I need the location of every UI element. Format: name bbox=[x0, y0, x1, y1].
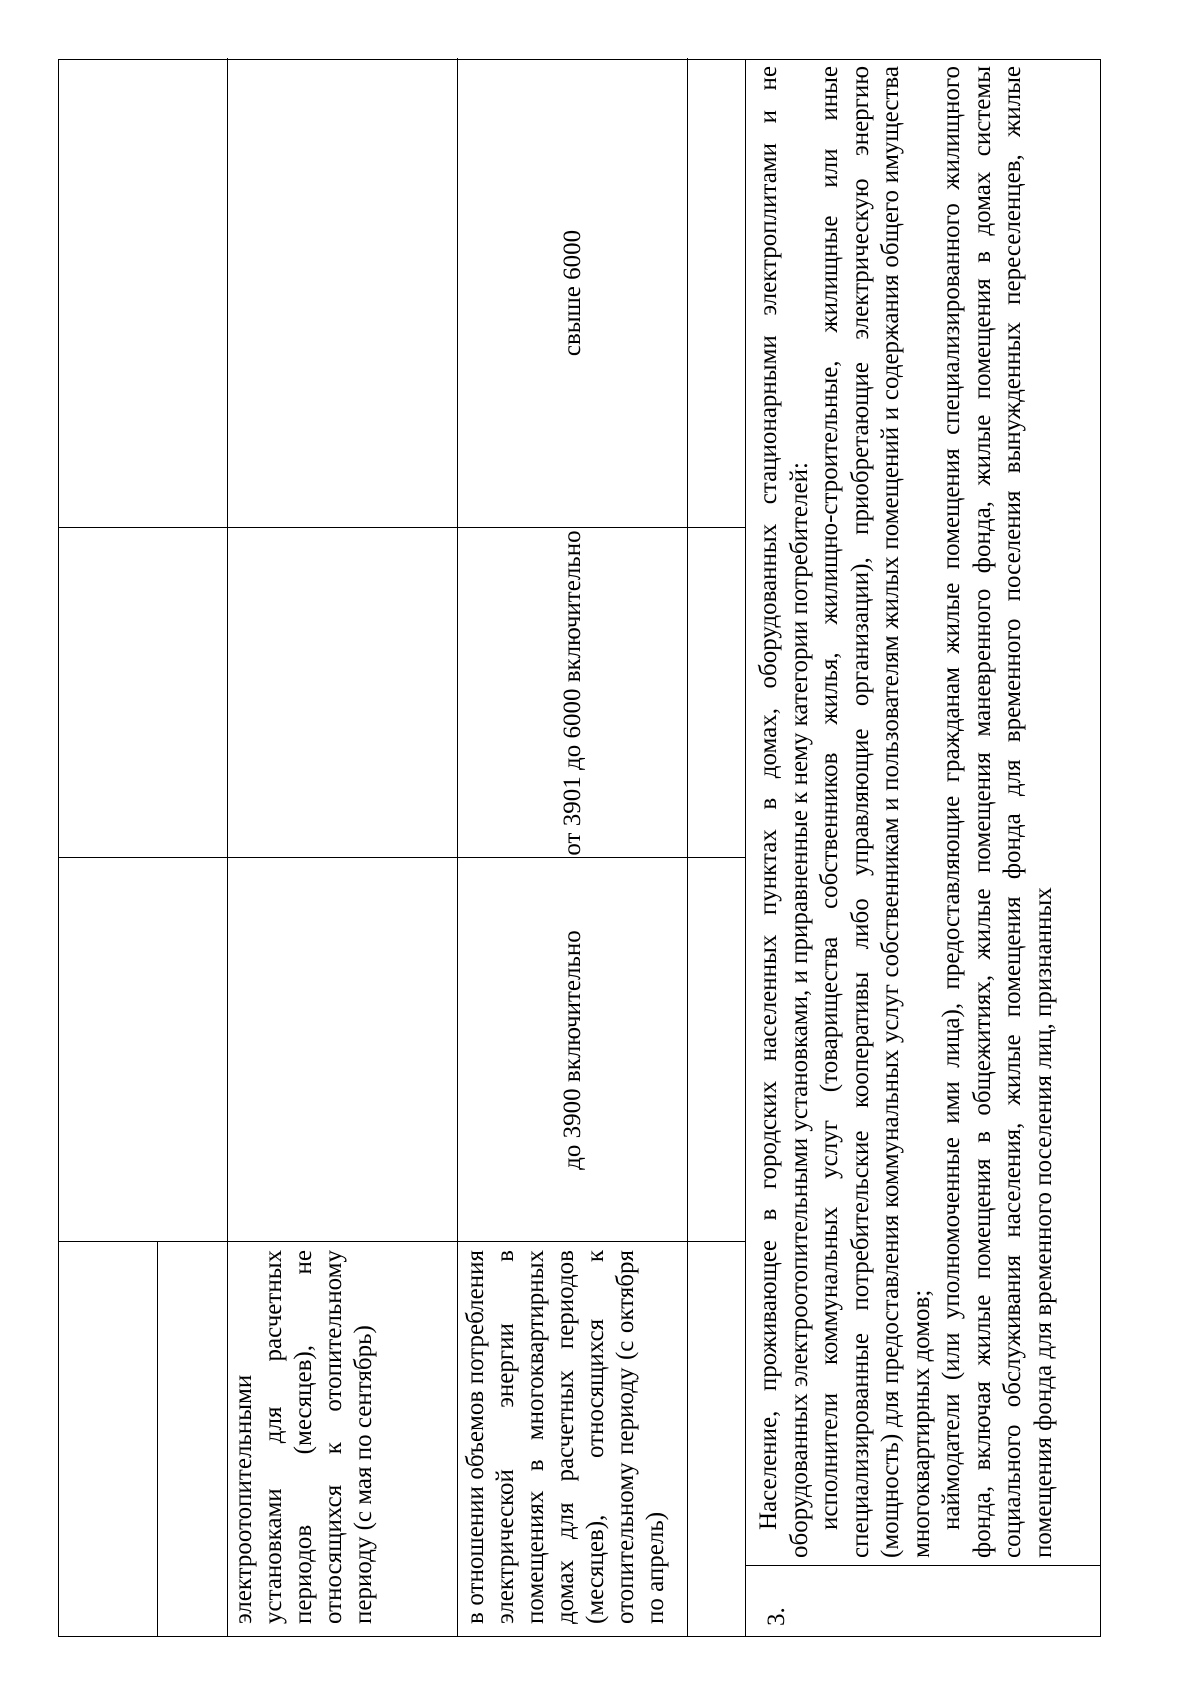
tariff-table bbox=[58, 59, 746, 1637]
row-divider bbox=[457, 58, 458, 1636]
row-number: 3. bbox=[763, 1607, 790, 1626]
row-divider bbox=[227, 58, 228, 1636]
section-3-text bbox=[754, 66, 1094, 1558]
paragraph: Население, проживающее в городских населенных пунктах в домах, оборудованных стационарными электроплитами и не оборудованных электроотопительными установками, и приравненные к нему категории потребителей: bbox=[755, 66, 813, 1558]
row-divider bbox=[157, 1242, 158, 1636]
range-cell-3 bbox=[229, 58, 455, 528]
paragraph: исполнители коммунальных услуг (товарищества собственников жилья, жилищно-строительные, жилищные или иные специализированные потребительские кооперативы либо управляющие организации), приобретающие электрическую энергию (мощность) для предоставления коммунальных услуг собственникам и пользователям жилых помещений и содержания общего имущества многоквартирных домов; bbox=[816, 66, 935, 1558]
rotated-table bbox=[58, 59, 1101, 1637]
condition-cell: в отношении объемов потребления электрической энергии в помещениях в многоквартирных домах для расчетных периодов (месяцев), относящихся к отопительному периоду (с октября по апрель) bbox=[462, 1250, 669, 1624]
range-cell-1 bbox=[229, 858, 455, 1242]
condition-cell: электроотопительными установками для расчетных периодов (месяцев), не относящихся к отопительному периоду (с мая по сентябрь) bbox=[230, 1250, 377, 1624]
range-cell-2 bbox=[229, 528, 455, 858]
range-cell-1: до 3900 включительно bbox=[559, 930, 586, 1170]
section-3-block bbox=[746, 59, 1101, 1637]
column-divider bbox=[746, 1565, 1100, 1566]
row-divider bbox=[687, 58, 688, 1636]
range-cell-3: свыше 6000 bbox=[559, 229, 586, 357]
range-cell-2: от 3901 до 6000 включительно bbox=[559, 530, 586, 856]
paragraph: наймодатели (или уполномоченные ими лица), предоставляющие гражданам жилые помещения специализированного жилищного фонда, включая жилые помещения в общежитиях, жилые помещения маневренного фонда, жилые помещения в домах системы социального обслуживания населения, жилые помещения фонда для временного поселения вынужденных переселенцев, жилые помещения фонда для временного поселения лиц, признанных bbox=[938, 66, 1057, 1558]
